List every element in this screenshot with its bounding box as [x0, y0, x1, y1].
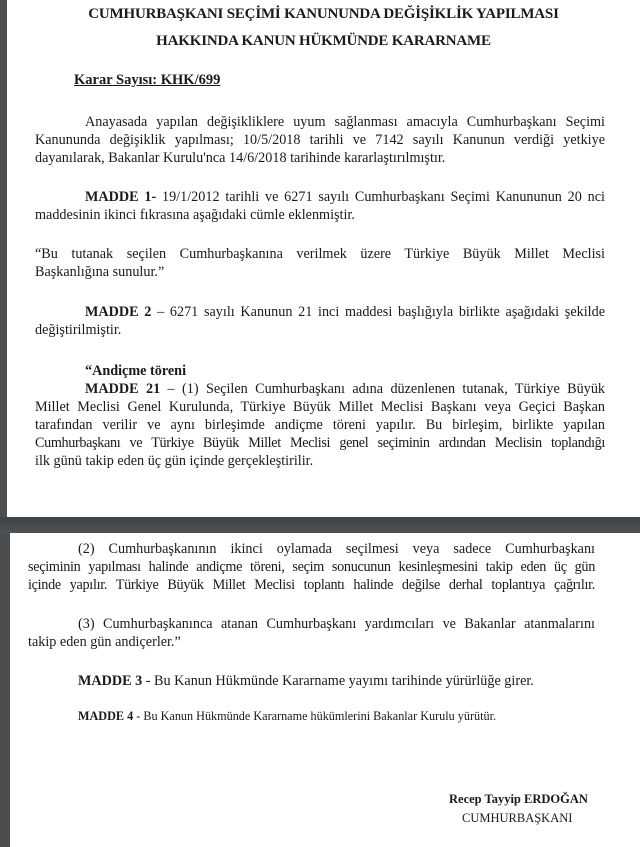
document-title-line-1: CUMHURBAŞKANI SEÇİMİ KANUNUNDA DEĞİŞİKLİK YAPILMASI — [88, 6, 559, 22]
madde-21-line — [85, 380, 605, 398]
quote-line: “Bu tutanak seçilen Cumhurbaşkanına verilmek üzere Türkiye Büyük Millet Meclisi — [35, 246, 605, 262]
madde-1-label: MADDE 1- — [85, 189, 157, 205]
madde-1-line — [85, 188, 605, 206]
madde-2-line: değiştirilmiştir. — [35, 322, 122, 338]
page-gap — [0, 517, 640, 533]
madde-4-text: - Bu Kanun Hükmünde Kararname hükümlerini Bakanlar Kurulu yürütür. — [133, 709, 497, 723]
document-title-line-2: HAKKINDA KANUN HÜKMÜNDE KARARNAME — [156, 33, 491, 49]
paragraph-2-line: içinde yapılır. Türkiye Büyük Millet Meclisi toplantı halinde değilse derhal toplantıya çağrılır. — [28, 577, 595, 593]
preamble-line: Kanununda değişiklik yapılması; 10/5/2018 tarihli ve 7142 sayılı Kanunun verdiği yetkiye — [35, 132, 605, 148]
andicme-heading: “Andiçme töreni — [85, 363, 187, 379]
madde-2-label: MADDE 2 — [85, 304, 152, 320]
quote-line: Başkanlığına sunulur.” — [35, 264, 165, 280]
madde-21-label: MADDE 21 — [85, 381, 161, 397]
madde-21-line: Millet Meclisi Genel Kurulunda, Türkiye Büyük Millet Meclisi Başkanı veya Geçici Başkan — [35, 399, 605, 415]
preamble-line: dayanılarak, Bakanlar Kurulu'nca 14/6/2018 tarihinde kararlaştırılmıştır. — [35, 150, 446, 166]
madde-4-label: MADDE 4 — [78, 709, 134, 723]
madde-3-line — [78, 672, 534, 690]
madde-3-text: - Bu Kanun Hükmünde Kararname yayımı tarihinde yürürlüğe girer. — [142, 673, 534, 689]
madde-4-line — [78, 707, 496, 725]
madde-21-line: tarafından verilir ve aynı birleşimde andiçme töreni yapılır. Bu birleşim, birlikte yapılan — [35, 417, 605, 433]
madde-2-text: – 6271 sayılı Kanunun 21 inci maddesi başlığıyla birlikte aşağıdaki şekilde — [151, 304, 605, 320]
paragraph-3-line: (3) Cumhurbaşkanınca atanan Cumhurbaşkanı yardımcıları ve Bakanlar atanmalarını — [78, 616, 595, 632]
madde-1-text: 19/1/2012 tarihli ve 6271 sayılı Cumhurbaşkanı Seçimi Kanununun 20 nci — [156, 189, 605, 205]
preamble-line: Anayasada yapılan değişikliklere uyum sağlanması amacıyla Cumhurbaşkanı Seçimi — [85, 114, 605, 130]
madde-21-line: ilk günü takip eden üç gün içinde gerçekleştirilir. — [35, 453, 314, 469]
signature-name: Recep Tayyip ERDOĞAN — [449, 792, 588, 806]
paragraph-2-line: (2) Cumhurbaşkanının ikinci oylamada seçilmesi veya sadece Cumhurbaşkanı — [78, 541, 595, 557]
paragraph-3-line: takip eden gün andiçerler.” — [28, 634, 181, 650]
madde-3-label: MADDE 3 — [78, 673, 143, 689]
signature-title: CUMHURBAŞKANI — [462, 811, 573, 825]
madde-1-line: maddesinin ikinci fıkrasına aşağıdaki cümle eklenmiştir. — [35, 207, 355, 223]
document-page-1 — [7, 0, 640, 517]
decision-number: Karar Sayısı: KHK/699 — [74, 72, 221, 88]
madde-21-line: Cumhurbaşkanı ve Türkiye Büyük Millet Meclisi genel seçiminin ardından Meclisin toplandığı — [35, 435, 605, 451]
paragraph-2-line: seçiminin yapılması halinde andiçme töreni, seçim sonucunun kesinleşmesini takip eden üç gün — [28, 559, 595, 575]
madde-21-text: – (1) Seçilen Cumhurbaşkanı adına düzenlenen tutanak, Türkiye Büyük — [160, 381, 606, 397]
madde-2-line — [85, 303, 605, 321]
document-page-2 — [10, 533, 640, 847]
